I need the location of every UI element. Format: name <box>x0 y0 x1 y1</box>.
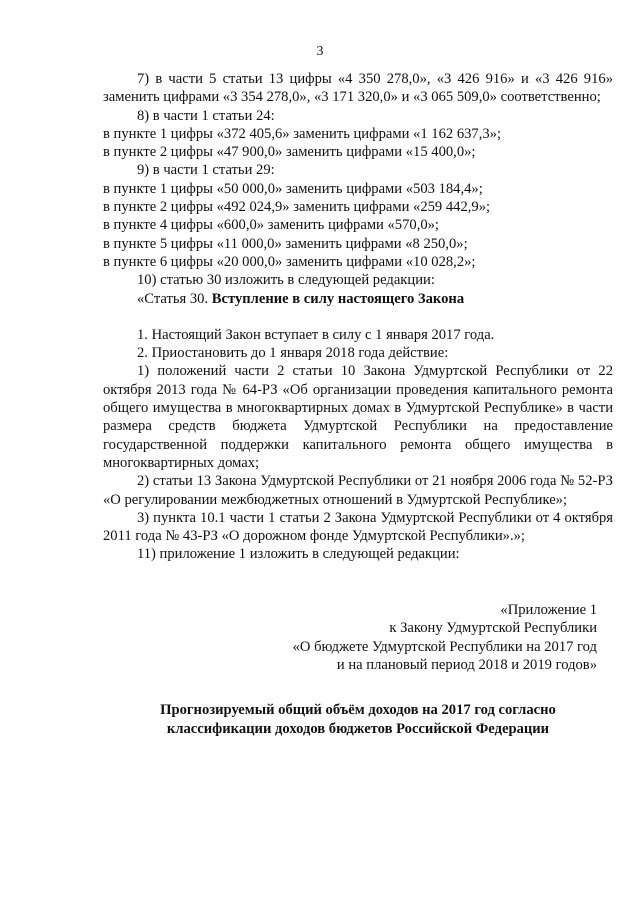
section-heading-line-2: классификации доходов бюджетов Российской Федерации <box>166 721 550 737</box>
section-heading <box>103 701 613 739</box>
article-30-part-2-item-1: 1) положений части 2 статьи 10 Закона Удмуртской Республики от 22 октября 2013 года № 64-РЗ «Об организации проведения капитального ремонта общего имущества в многоквартирных домах в Удмуртской Республике» в части размера средств бюджета Удмуртской Республики на предоставление государственной поддержки капитального ремонта общего имущества в многоквартирных домах; <box>103 363 613 471</box>
appendix-line-3: «О бюджете Удмуртской Республики на 2017 год <box>292 638 597 655</box>
article-30-heading: Вступление в силу настоящего Закона <box>211 290 465 307</box>
paragraph-item-9-point-2: в пункте 2 цифры «492 024,9» заменить цифрами «259 442,9»; <box>103 199 491 216</box>
paragraph-item-8-point-2: в пункте 2 цифры «47 900,0» заменить цифрами «15 400,0»; <box>103 144 476 161</box>
appendix-line-2: к Закону Удмуртской Республики <box>389 620 597 637</box>
paragraph-item-8: 8) в части 1 статьи 24: <box>137 107 275 124</box>
paragraph-item-11: 11) приложение 1 изложить в следующей редакции: <box>137 546 460 563</box>
paragraph-item-8-point-1: в пункте 1 цифры «372 405,6» заменить цифрами «1 162 637,3»; <box>103 125 502 142</box>
article-30-part-1: 1. Настоящий Закон вступает в силу с 1 января 2017 года. <box>137 326 495 343</box>
article-30-part-2-item-3: 3) пункта 10.1 части 1 статьи 2 Закона Удмуртской Республики от 4 октября 2011 года № 43-РЗ «О дорожном фонде Удмуртской Республики».»; <box>103 509 613 545</box>
paragraph-item-9-point-6: в пункте 6 цифры «20 000,0» заменить цифрами «10 028,2»; <box>103 253 476 270</box>
document-body <box>103 70 613 564</box>
paragraph-item-9-point-5: в пункте 5 цифры «11 000,0» заменить цифрами «8 250,0»; <box>103 235 468 252</box>
paragraph-item-10: 10) статью 30 изложить в следующей редакции: <box>137 272 435 289</box>
page-number: 3 <box>316 44 324 59</box>
article-30-part-2-item-2: 2) статьи 13 Закона Удмуртской Республики от 21 ноября 2006 года № 52-РЗ «О регулировании межбюджетных отношений в Удмуртской Республике»; <box>103 473 613 508</box>
article-30-title <box>103 290 613 308</box>
appendix-header <box>293 601 597 674</box>
appendix-line-1: «Приложение 1 <box>500 602 597 618</box>
article-30-part-2: 2. Приостановить до 1 января 2018 года действие: <box>137 345 449 362</box>
paragraph-item-9-point-4: в пункте 4 цифры «600,0» заменить цифрами «570,0»; <box>103 217 439 234</box>
article-30-prefix: «Статья 30. <box>137 290 212 307</box>
appendix-line-4: и на плановый период 2018 и 2019 годов» <box>336 656 597 673</box>
paragraph-item-9: 9) в части 1 статьи 29: <box>137 162 275 179</box>
paragraph-gap <box>103 308 613 326</box>
paragraph-item-9-point-1: в пункте 1 цифры «50 000,0» заменить цифрами «503 184,4»; <box>103 180 483 197</box>
paragraph-item-7: 7) в части 5 статьи 13 цифры «4 350 278,0», «3 426 916» и «3 426 916» заменить цифрами «3 354 278,0», «3 171 320,0» и «3 065 509,0» соответственно; <box>103 71 613 106</box>
section-heading-line-1: Прогнозируемый общий объём доходов на 2017 год согласно <box>160 702 556 718</box>
